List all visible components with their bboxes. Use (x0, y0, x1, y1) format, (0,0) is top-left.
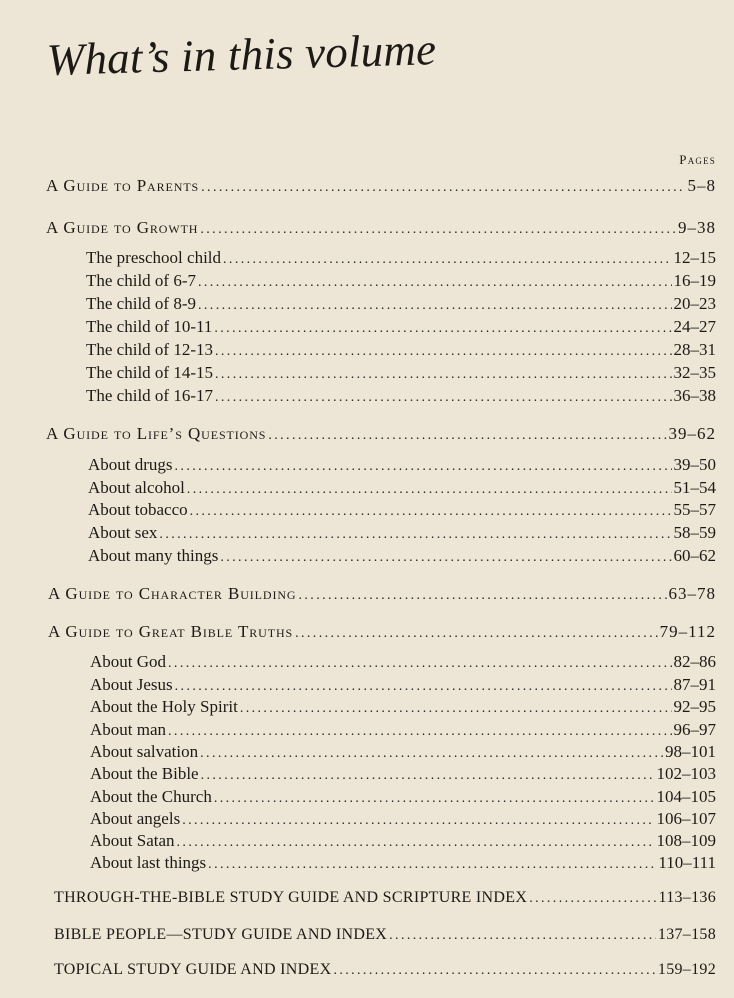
toc-subentry-pages: 51–54 (673, 478, 716, 497)
toc-subentry-label: About Satan (90, 831, 175, 850)
toc-subentry[interactable] (86, 294, 716, 314)
toc-subentry[interactable] (88, 523, 716, 543)
toc-entry-topical[interactable] (54, 961, 716, 979)
pages-column-label: Pages (679, 152, 716, 167)
toc-subentry-pages: 110–111 (658, 853, 716, 872)
toc-subentry[interactable] (88, 478, 716, 498)
toc-subentry-pages: 32–35 (673, 363, 716, 382)
leader-dots (168, 656, 671, 672)
toc-subentry-pages: 36–38 (673, 386, 716, 405)
toc-subentry-label: About God (90, 652, 167, 671)
leader-dots (175, 459, 672, 475)
leader-dots (198, 298, 672, 314)
toc-subentry-label: The child of 12-13 (86, 340, 213, 359)
toc-entry-bible-people[interactable] (54, 926, 716, 944)
toc-entry-label: BIBLE PEOPLE—STUDY GUIDE AND INDEX (54, 926, 388, 943)
toc-entry-growth[interactable] (46, 218, 716, 238)
toc-subentry[interactable] (86, 271, 716, 291)
leader-dots (215, 367, 672, 383)
toc-subentry-pages: 98–101 (665, 742, 716, 761)
toc-subentry-pages: 82–86 (673, 652, 716, 671)
toc-entry-pages: 5–8 (687, 176, 716, 195)
toc-subentry-pages: 106–107 (656, 809, 716, 828)
leader-dots (299, 588, 667, 604)
toc-subentry-label: About drugs (88, 455, 173, 474)
toc-subentry-pages: 55–57 (673, 500, 716, 519)
toc-subentry-label: About sex (88, 523, 158, 542)
toc-subentry-label: The preschool child (86, 248, 222, 267)
leader-dots (220, 550, 671, 566)
leader-dots (201, 768, 655, 784)
toc-subentry-label: The child of 6-7 (86, 271, 196, 290)
leader-dots (168, 724, 671, 740)
toc-subentry-pages: 108–109 (656, 831, 716, 850)
toc-subentry-label: About man (90, 720, 167, 739)
toc-entry-pages: 9–38 (678, 218, 716, 237)
toc-entry-pages: 39–62 (668, 424, 716, 443)
toc-subentry-pages: 16–19 (673, 271, 716, 290)
toc-subentry[interactable] (90, 652, 716, 672)
toc-subentry-label: The child of 16-17 (86, 386, 213, 405)
leader-dots (200, 222, 676, 238)
toc-subentry-pages: 87–91 (673, 675, 716, 694)
leader-dots (214, 321, 671, 337)
toc-subentry[interactable] (90, 787, 716, 807)
toc-entry-pages: 63–78 (668, 584, 716, 603)
leader-dots (190, 504, 672, 520)
leader-dots (529, 891, 656, 907)
toc-subentry-label: About many things (88, 546, 219, 565)
toc-entry-life-questions[interactable] (46, 424, 716, 444)
toc-entry-pages: 137–158 (657, 926, 716, 943)
toc-subentry-label: About angels (90, 809, 181, 828)
leader-dots (198, 275, 672, 291)
toc-entry-parents[interactable] (46, 176, 716, 196)
toc-subentry-label: About tobacco (88, 500, 188, 519)
toc-subentry-label: The child of 8-9 (86, 294, 196, 313)
toc-subentry-pages: 96–97 (673, 720, 716, 739)
leader-dots (215, 344, 672, 360)
leader-dots (208, 857, 656, 873)
leader-dots (177, 835, 655, 851)
toc-subentry-pages: 24–27 (673, 317, 716, 336)
toc-entry-label: A Guide to Parents (46, 176, 200, 195)
toc-entry-pages: 159–192 (657, 961, 716, 978)
toc-subentry[interactable] (90, 809, 716, 829)
toc-subentry-label: The child of 10-11 (86, 317, 213, 336)
toc-subentry[interactable] (86, 317, 716, 337)
toc-subentry[interactable] (90, 720, 716, 740)
toc-subentry-pages: 58–59 (673, 523, 716, 542)
toc-subentry[interactable] (90, 831, 716, 851)
toc-subentry-label: About the Church (90, 787, 212, 806)
toc-subentry[interactable] (90, 764, 716, 784)
toc-subentry-label: About the Bible (90, 764, 199, 783)
leader-dots (159, 527, 671, 543)
toc-subentry-pages: 28–31 (673, 340, 716, 359)
toc-subentry-pages: 39–50 (673, 455, 716, 474)
toc-entry-label: A Guide to Growth (46, 218, 199, 237)
leader-dots (268, 428, 666, 444)
toc-subentry[interactable] (88, 455, 716, 475)
leader-dots (201, 180, 685, 196)
page-title: What’s in this volume (46, 24, 437, 85)
toc-subentry[interactable] (86, 340, 716, 360)
leader-dots (333, 963, 655, 979)
toc-subentry-label: About Jesus (90, 675, 173, 694)
leader-dots (215, 390, 672, 406)
toc-subentry[interactable] (86, 386, 716, 406)
toc-subentry[interactable] (86, 363, 716, 383)
toc-subentry-label: About salvation (90, 742, 199, 761)
toc-subentry-label: About last things (90, 853, 207, 872)
leader-dots (240, 701, 672, 717)
toc-subentry-pages: 60–62 (673, 546, 716, 565)
leader-dots (182, 813, 654, 829)
toc-entry-label: A Guide to Character Building (48, 584, 297, 603)
leader-dots (200, 746, 663, 762)
leader-dots (389, 928, 656, 944)
leader-dots (187, 482, 672, 498)
toc-subentry-label: About alcohol (88, 478, 185, 497)
leader-dots (295, 626, 658, 642)
toc-subentry-pages: 20–23 (673, 294, 716, 313)
toc-subentry-pages: 12–15 (673, 248, 716, 267)
toc-entry-bible-truths[interactable] (48, 622, 716, 642)
toc-entry-pages: 79–112 (659, 622, 716, 641)
toc-entry-label: TOPICAL STUDY GUIDE AND INDEX (54, 961, 332, 978)
toc-subentry-pages: 102–103 (656, 764, 716, 783)
toc-entry-label: A Guide to Great Bible Truths (48, 622, 294, 641)
toc-subentry[interactable] (88, 546, 716, 566)
toc-subentry-label: The child of 14-15 (86, 363, 213, 382)
leader-dots (223, 252, 671, 268)
toc-subentry[interactable] (90, 853, 716, 873)
toc-subentry[interactable] (90, 675, 716, 695)
toc-subentry-pages: 104–105 (656, 787, 716, 806)
toc-entry-label: THROUGH-THE-BIBLE STUDY GUIDE AND SCRIPTURE INDEX (54, 889, 528, 906)
toc-entry-character[interactable] (48, 584, 716, 604)
leader-dots (214, 791, 655, 807)
toc-entry-label: A Guide to Life’s Questions (46, 424, 267, 443)
toc-subentry-pages: 92–95 (673, 697, 716, 716)
toc-subentry[interactable] (90, 697, 716, 717)
toc-entry-through-the-bible[interactable] (54, 889, 716, 907)
leader-dots (175, 679, 672, 695)
toc-subentry-label: About the Holy Spirit (90, 697, 238, 716)
toc-subentry[interactable] (90, 742, 716, 762)
toc-subentry[interactable] (88, 500, 716, 520)
toc-subentry[interactable] (86, 248, 716, 268)
toc-entry-pages: 113–136 (658, 889, 716, 906)
